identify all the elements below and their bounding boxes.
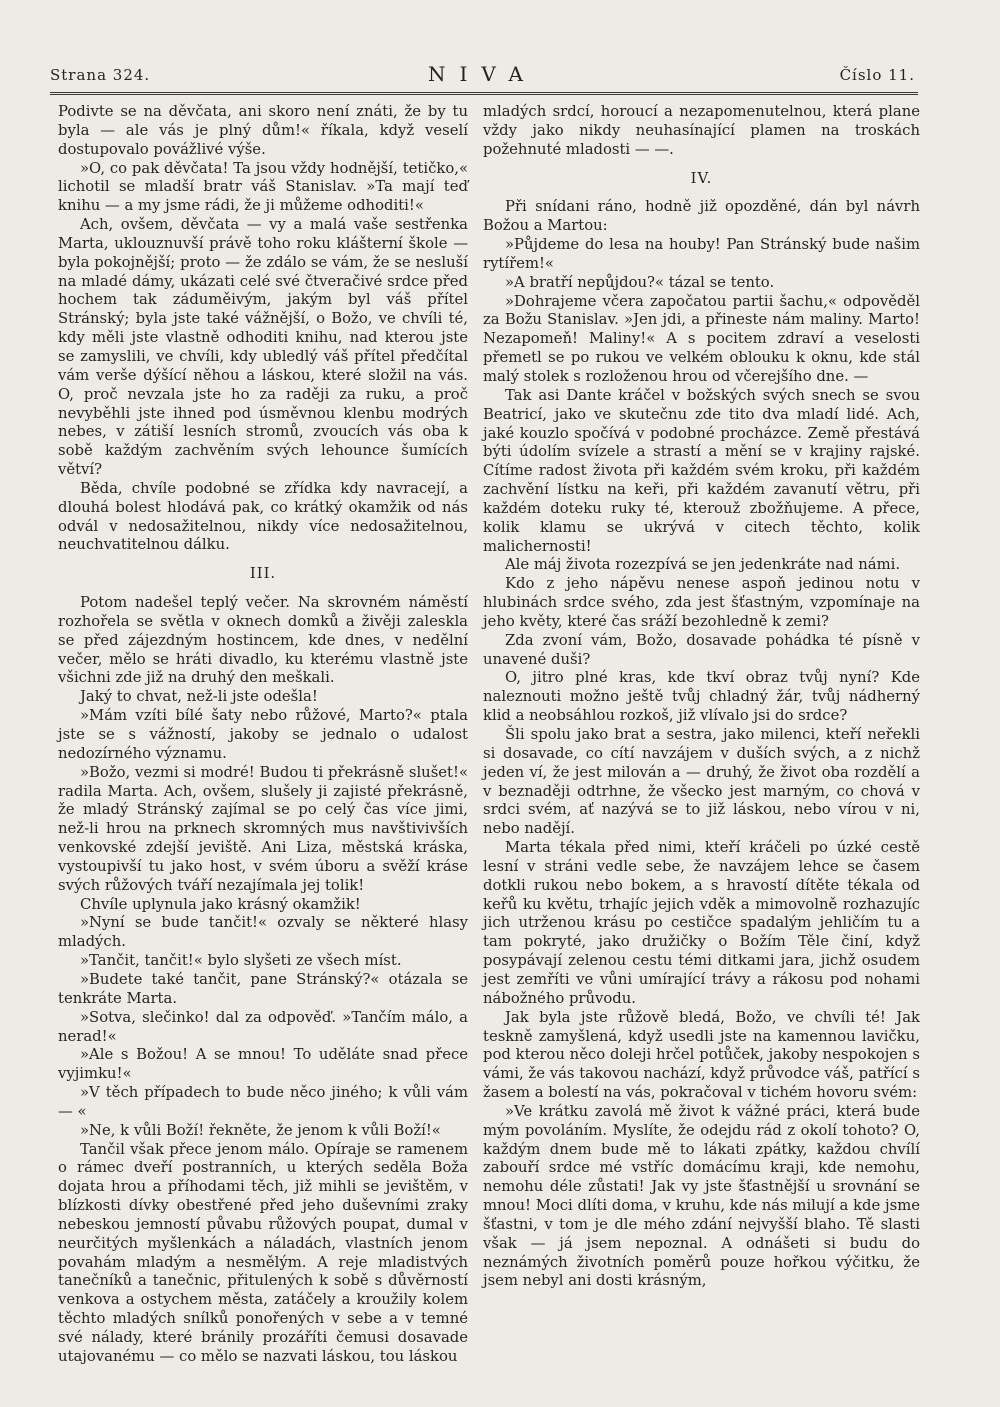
paragraph: »Nyní se bude tančit!« ozvaly se některé hlasy mladých.	[58, 914, 468, 951]
paragraph: Jak byla jste růžově bledá, Božo, ve chvíli té! Jak teskně zamyšlená, když usedli jste na kamennou lavičku, pod kterou něco doleji hrčel potůček, jakoby nespokojen s vámi, že vás takovou nachází, když průvodce váš, patřící s žasem a bolestí na vás, pokračoval v tichém hovoru svém:	[483, 1008, 920, 1102]
paragraph: Podivte se na děvčata, ani skoro není znáti, že by tu byla — ale vás je plný dům!« říkala, když veselí dostupovalo povážlivé výše.	[58, 103, 468, 158]
paragraph: »A bratří nepůjdou?« tázal se tento.	[505, 273, 775, 291]
paragraph: Běda, chvíle podobné se zřídka kdy navracejí, a dlouhá bolest hlodává pak, co krátký okamžik od nás odvál v nedosažitelnou, nikdy více nedosažitelnou, neuchvatitelnou dálku.	[58, 479, 468, 554]
right-column	[483, 103, 920, 1291]
paragraph: O, jitro plné kras, kde tkví obraz tvůj nyní? Kde naleznouti možno ještě tvůj chladný žár, tvůj nádherný klid a neobsáhlou rozkoš, již vlívalo jsi do srdce?	[483, 669, 920, 725]
paragraph: Zda zvoní vám, Božo, dosavade pohádka té písně v unavené duši?	[483, 631, 920, 668]
paragraph: Tančil však přece jenom málo. Opíraje se ramenem o rámec dveří postranních, u kterých seděla Boža dojata hrou a příhodami těch, již mihli se jevištěm, v blízkosti dívky obestřené před jeho duševními zraky nebeskou jemností půvabu růžových poupat, dumal v neurčitých myšlenkách a náladách, vlastních jenom povahám mladým a nesmělým. A reje mladistvých tanečníků a tanečnic, přitulených k sobě s důvěrností venkova a ostychem města, zatáčely a kroužily kolem těchto mladých snílků ponořených v sebe a v temné své nálady, které bránily prozáříti čemusi dosavade utajovanému — co mělo se nazvati láskou, tou láskou	[58, 1140, 468, 1365]
paragraph: Ach, ovšem, děvčata — vy a malá vaše sestřenka Marta, uklouznuvší právě toho roku klášterní škole — byla pokojnější; proto — že zdálo se vám, že se nesluší na mladé dámy, ukázati celé své čtveračivé srdce před hochem tak záduměivým, jakým byl váš přítel Stránský; byla jste také vážnější, o Božo, ve chvíli té, kdy měli jste vlastně odhoditi knihu, nad kterou jste se zamyslili, ve chvíli, kdy ubledlý váš přítel předčítal vám verše dýšící něhou a láskou, které složil na vás. O, proč nevzala jste ho za raději za ruku, a proč nevyběhli jste ihned pod úsměvnou klenbu modrých nebes, v zátiší lesních stromů, zvoucích vás oba k sobě každým zachvěním svých lehounce šumících větví?	[58, 216, 468, 479]
page-number: Strana 324.	[50, 66, 151, 84]
paragraph: »Ne, k vůli Boží! řekněte, že jenom k vůli Boží!«	[80, 1121, 441, 1139]
paragraph: Tak asi Dante kráčel v božských svých snech se svou Beatricí, jako ve skutečnu zde tito dva mladí lidé. Ach, jaké kouzlo spočívá v podobné procházce. Země přestává býti údolím svízele a strastí a mění se v krajiny rajské. Cítíme radost života při každém svém kroku, při každém zachvění lístku na keři, při každém zavanutí větru, při každém doteku ruky té, kterouž zbožňujeme. A přece, kolik klamu se ukrývá v citech těchto, kolik malichernosti!	[483, 386, 920, 555]
paragraph: »Božo, vezmi si modré! Budou ti překrásně slušet!« radila Marta. Ach, ovšem, slušely ji zajisté překrásně, že mladý Stránský zajímal se po celý čas více jimi, než-li hrou na prknech skromných mus navštivivších venkovské zdejší jeviště. Ani Liza, městská kráska, vystoupivší tu jako host, v svém úboru a svěží kráse svých růžových tváří nezajímala jej tolik!	[58, 763, 468, 894]
paragraph: »Tančit, tančit!« bylo slyšeti ze všech míst.	[80, 952, 402, 970]
paragraph: »Půjdeme do lesa na houby! Pan Stránský bude našim rytířem!«	[483, 236, 920, 272]
paragraph: Kdo z jeho nápěvu nenese aspoň jedinou notu v hlubinách srdce svého, zda jest šťastným, vzpomínaje na jeho květy, které čas sráží bezohledně k zemi?	[483, 575, 920, 630]
paragraph: »Dohrajeme včera započatou partii šachu,« odpověděl za Božu Stanislav. »Jen jdi, a přineste nám maliny. Marto! Nezapomeň! Maliny!« A s pocitem zdraví a veselosti přemetl se po rukou ve velkém oblouku k oknu, kde stál malý stolek s rozloženou hrou od včerejšího dne. —	[483, 292, 920, 385]
paragraph: »Sotva, slečinko! dal za odpověď. »Tančím málo, a nerad!«	[58, 1008, 468, 1045]
paragraph: »Ale s Božou! A se mnou! To uděláte snad přece vyjimku!«	[58, 1046, 468, 1083]
section-heading: III.	[249, 565, 277, 583]
paragraph: »Mám vzíti bílé šaty nebo růžové, Marto?« ptala jste se s vážností, jakoby se jednalo o udalost nedozírného významu.	[58, 707, 468, 762]
paragraph: »V těch případech to bude něco jiného; k vůli vám — «	[58, 1084, 468, 1120]
paragraph: mladých srdcí, horoucí a nezapomenutelnou, která plane vždy jako nikdy neuhasínající plamen na troskách požehnuté mladosti — —.	[483, 103, 920, 158]
paragraph: Marta tékala před nimi, kteří kráčeli po úzké cestě lesní v stráni vedle sebe, že navzájem lehce se časem dotkli rukou nebo bokem, a s hravostí dítěte tékala od keřů ku květu, trhajíc jejich vděk a mimovolně rozhazujíc jich utrženou krásu po cestičce spadalým jehličím tu a tam pokryté, jako družičky o Božím Těle činí, když posypávají zelenou cestu témi ditkami jara, jichž osudem jest zemříti ve vůni umírající trávy a rákosu pod nohami nábožného průvodu.	[483, 839, 920, 1007]
paragraph: »Ve krátku zavolá mě život k vážné práci, která bude mým povoláním. Myslíte, že odejdu rád z okolí tohoto? O, každým dnem bude mě to lákati zpátky, každou chvílí zabouří srdce mé vstříc domácímu kraji, kde nemohu, nemohu déle zůstati! Jak vy jste šťastnější u srovnání se mnou! Moci dlíti doma, v kruhu, kde nás milují a kde jsme šťastni, v tom je dle mého zdání nejvyšší blaho. Tě slasti však — já jsem nepoznal. A odnášeti si budu do neznámých životních poměrů pouze hořkou výčitku, že jsem nebyl ani dosti krásným,	[483, 1102, 920, 1290]
paragraph: Šli spolu jako brat a sestra, jako milenci, kteří neřekli si dosavade, co cítí navzájem v duších svých, a z nichž jeden ví, že jest milován a — druhý, že život oba rozdělí a v beznaději odtrhne, že všecko jest marným, co chová v srdci svém, ať nazývá se to již láskou, nebo vírou v ni, nebo nadějí.	[483, 726, 920, 838]
left-column	[58, 103, 468, 1367]
paragraph: Ale máj života rozezpívá se jen jedenkráte nad námi.	[505, 556, 901, 574]
paragraph: »Budete také tančit, pane Stránský?« otázala se tenkráte Marta.	[58, 970, 468, 1007]
paragraph: Jaký to chvat, než-li jste odešla!	[80, 688, 318, 706]
section-heading: IV.	[690, 169, 713, 187]
paragraph: Potom nadešel teplý večer. Na skrovném náměstí rozhořela se světla v oknech domků a živěji zaleskla se před zájezdným hostincem, kde dnes, v nedělní večer, mělo se hráti divadlo, ku kterému vlastně jste všichni zde již na druhý den meškali.	[58, 594, 468, 687]
paragraph: »O, co pak děvčata! Ta jsou vždy hodnější, tetičko,« lichotil se mladší bratr váš Stanislav. »Ta mají teď knihu — a my jsme rádi, že ji můžeme odhoditi!«	[58, 159, 468, 215]
running-head	[50, 62, 915, 88]
paragraph: Při snídani ráno, hodně již opozděné, dán byl návrh Božou a Martou:	[483, 198, 920, 235]
journal-title: NIVA	[428, 62, 537, 86]
header-rule	[50, 92, 918, 95]
paragraph: Chvíle uplynula jako krásný okamžik!	[80, 895, 361, 913]
issue-number: Číslo 11.	[839, 66, 915, 84]
